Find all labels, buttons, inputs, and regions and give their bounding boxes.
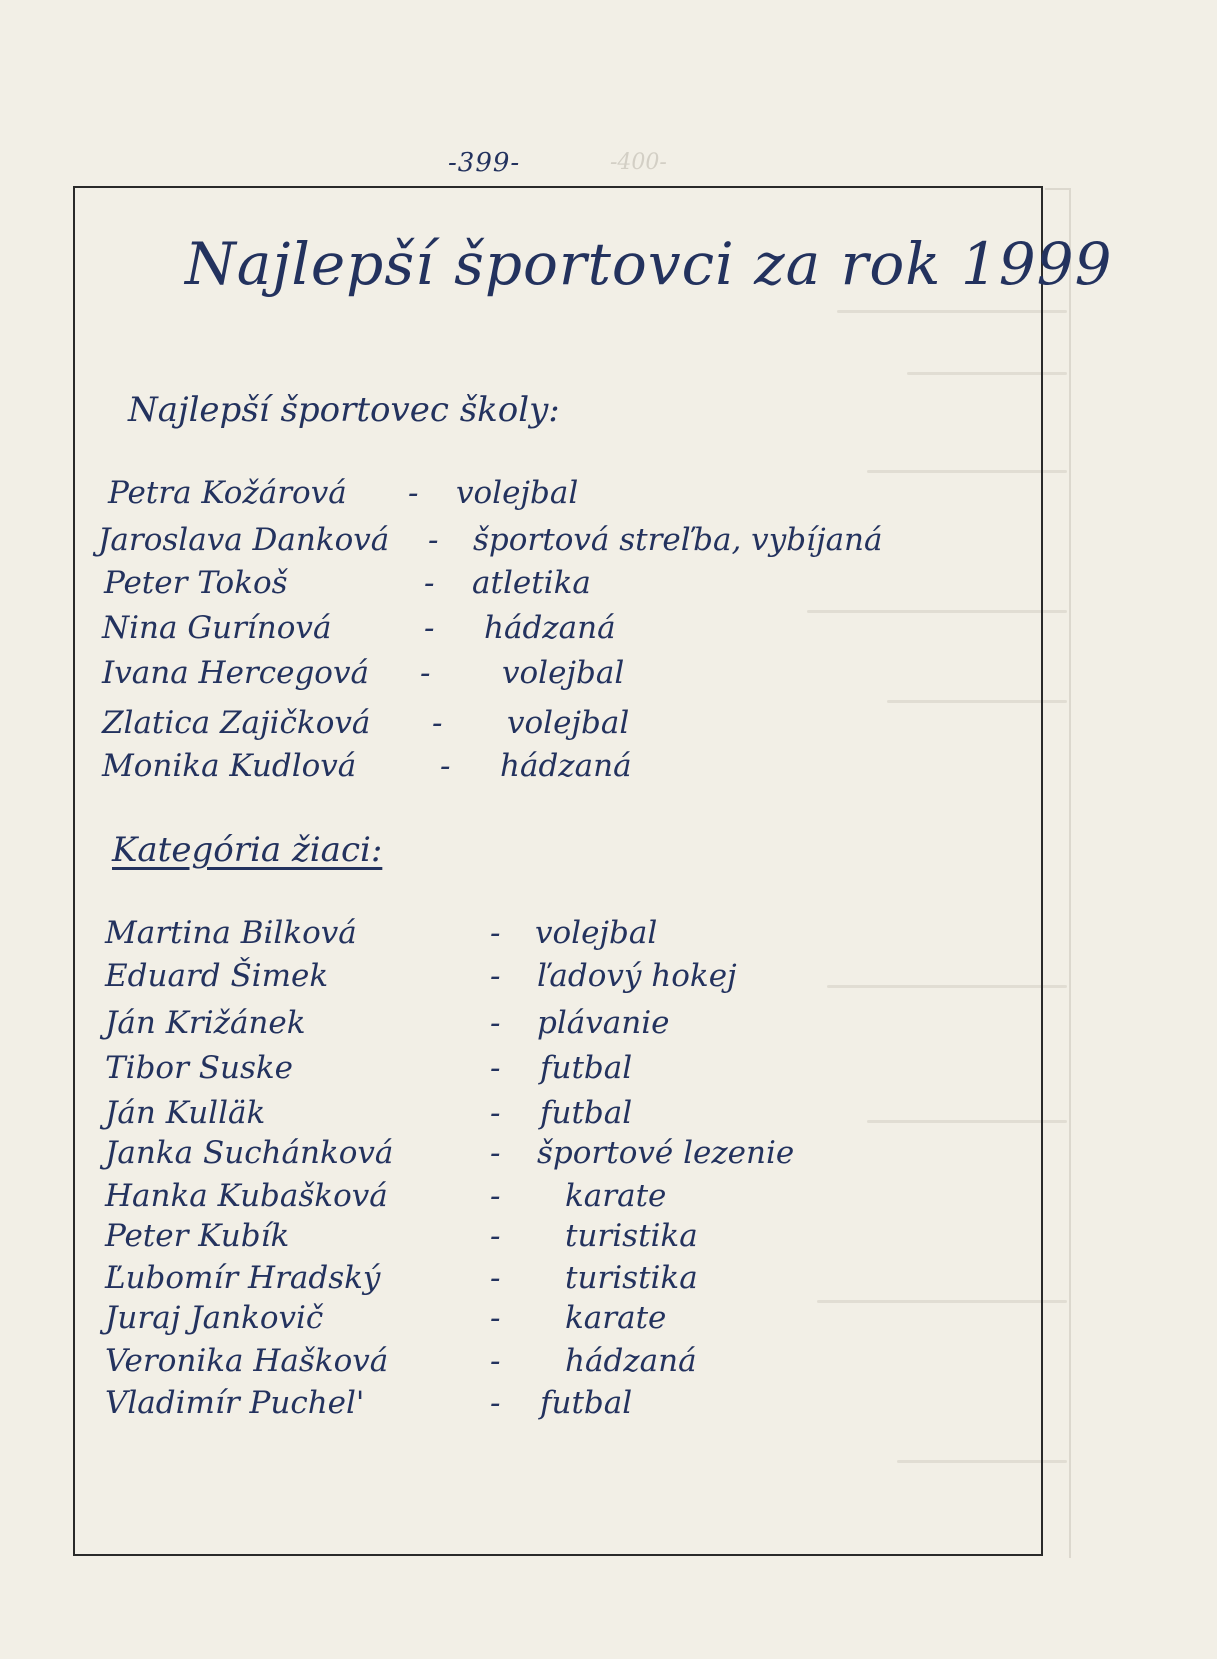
sport: volejbal	[507, 705, 630, 741]
dash: -	[428, 522, 439, 558]
sport: športové lezenie	[537, 1135, 795, 1171]
dash: -	[424, 610, 435, 646]
sport: turistika	[565, 1218, 698, 1254]
dash: -	[490, 1300, 501, 1336]
sport: volejbal	[502, 655, 625, 691]
athlete-name: Monika Kudlová	[102, 748, 357, 784]
dash: -	[408, 475, 419, 511]
athlete-name: Janka Suchánková	[105, 1135, 394, 1171]
dash: -	[490, 1260, 501, 1296]
dash: -	[490, 1385, 501, 1421]
athlete-name: Peter Kubík	[105, 1218, 290, 1254]
sport: turistika	[565, 1260, 698, 1296]
athlete-name: Vladimír Puchel'	[105, 1385, 365, 1421]
sport: karate	[565, 1300, 667, 1336]
sport: hádzaná	[484, 610, 616, 646]
sport: ľadový hokej	[537, 958, 737, 994]
pupils-heading: Kategória žiaci:	[112, 830, 383, 870]
dash: -	[490, 1095, 501, 1131]
dash: -	[490, 958, 501, 994]
dash: -	[424, 565, 435, 601]
sport: športová streľba, vybíjaná	[473, 522, 883, 558]
dash: -	[420, 655, 431, 691]
dash: -	[490, 1343, 501, 1379]
ghost-frame	[1045, 188, 1071, 1558]
athlete-name: Jaroslava Danková	[98, 522, 390, 558]
athlete-name: Tibor Suske	[105, 1050, 294, 1086]
dash: -	[490, 1050, 501, 1086]
dash: -	[432, 705, 443, 741]
athlete-name: Hanka Kubašková	[105, 1178, 388, 1214]
athlete-name: Petra Kožárová	[108, 475, 347, 511]
dash: -	[490, 915, 501, 951]
athlete-name: Ivana Hercegová	[102, 655, 369, 691]
sport: atletika	[472, 565, 591, 601]
sport: hádzaná	[500, 748, 632, 784]
athlete-name: Ján Križánek	[105, 1005, 306, 1041]
dash: -	[490, 1218, 501, 1254]
sport: volejbal	[535, 915, 658, 951]
dash: -	[490, 1178, 501, 1214]
athlete-name: Nina Gurínová	[102, 610, 332, 646]
athlete-name: Zlatica Zajičková	[102, 705, 371, 741]
sport: futbal	[540, 1095, 633, 1131]
athlete-name: Ján Kulläk	[105, 1095, 266, 1131]
athlete-name: Peter Tokoš	[104, 565, 288, 601]
sport: volejbal	[456, 475, 579, 511]
dash: -	[490, 1005, 501, 1041]
sport: karate	[565, 1178, 667, 1214]
sport: futbal	[540, 1385, 633, 1421]
athlete-name: Juraj Jankovič	[105, 1300, 324, 1336]
ghost-page-number: -400-	[610, 150, 667, 175]
school-best-heading: Najlepší športovec školy:	[128, 390, 560, 430]
athlete-name: Veronika Hašková	[105, 1343, 389, 1379]
dash: -	[440, 748, 451, 784]
athlete-name: Ľubomír Hradský	[105, 1260, 381, 1296]
page-number: -399-	[448, 148, 521, 178]
sport: plávanie	[537, 1005, 670, 1041]
dash: -	[490, 1135, 501, 1171]
athlete-name: Eduard Šimek	[105, 958, 329, 994]
athlete-name: Martina Bilková	[105, 915, 357, 951]
sport: hádzaná	[565, 1343, 697, 1379]
sport: futbal	[540, 1050, 633, 1086]
page-title: Najlepší športovci za rok 1999	[185, 230, 1113, 298]
